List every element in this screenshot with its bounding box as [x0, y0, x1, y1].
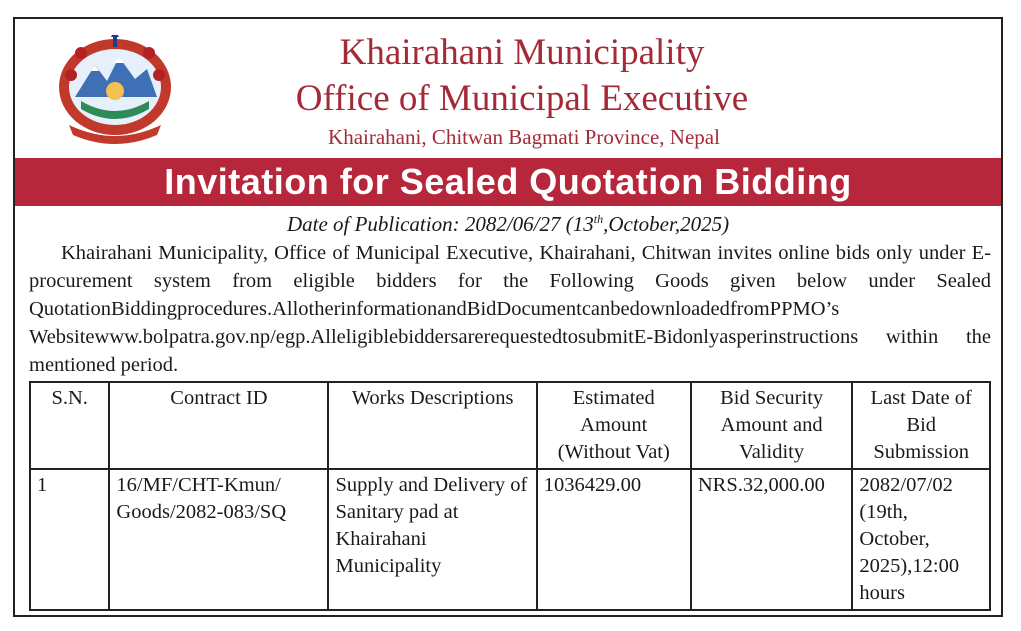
header-bid-security: Bid Security Amount and Validity — [691, 382, 853, 469]
publication-date-suffix: ,October,2025) — [603, 212, 730, 236]
header-last-date: Last Date of Bid Submission — [852, 382, 990, 469]
publication-date — [15, 212, 1001, 237]
header-estimated: Estimated Amount (Without Vat) — [537, 382, 691, 469]
publication-date-prefix: Date of Publication: 2082/06/27 (13 — [286, 212, 594, 236]
cell-bid-security: NRS.32,000.00 — [691, 469, 853, 610]
notice-body — [29, 239, 991, 379]
header-works: Works Descriptions — [328, 382, 536, 469]
cell-sn: 1 — [30, 469, 109, 610]
cell-works: Supply and Delivery of Sanitary pad at Khairahani Municipality — [328, 469, 536, 610]
title-office: Office of Municipal Executive — [295, 78, 749, 119]
bid-table — [29, 381, 991, 611]
table-row — [30, 469, 990, 610]
cell-contract-id: 16/MF/CHT-Kmun/ Goods/2082-083/SQ — [109, 469, 328, 610]
title-banner — [15, 158, 1001, 206]
header — [15, 19, 1001, 157]
address: Khairahani, Chitwan Bagmati Province, Nepal — [328, 125, 720, 149]
title-municipality: Khairahani Municipality — [339, 32, 705, 73]
notice-paragraph: Khairahani Municipality, Office of Municipal Executive, Khairahani, Chitwan invites online bids only under E-procurement system from eligible bidders for the Following Goods given below under Sealed QuotationBiddingprocedures.AllotherinformationandBidDocumentcanbedownloadedfromPPMO’s Websitewww.bolpatra.gov.np/egp.AlleligiblebiddersarerequestedtosubmitE-Bidonlyasperinstructions within the mentioned period. — [29, 242, 991, 376]
publication-date-sup: th — [593, 212, 604, 226]
cell-last-date: 2082/07/02 (19th, October, 2025),12:00 hours — [852, 469, 990, 610]
header-sn: S.N. — [30, 382, 109, 469]
cell-estimated: 1036429.00 — [537, 469, 691, 610]
banner-title: Invitation for Sealed Quotation Bidding — [164, 161, 852, 202]
notice-frame — [13, 17, 1003, 617]
header-contract-id: Contract ID — [109, 382, 328, 469]
table-header-row — [30, 382, 990, 469]
